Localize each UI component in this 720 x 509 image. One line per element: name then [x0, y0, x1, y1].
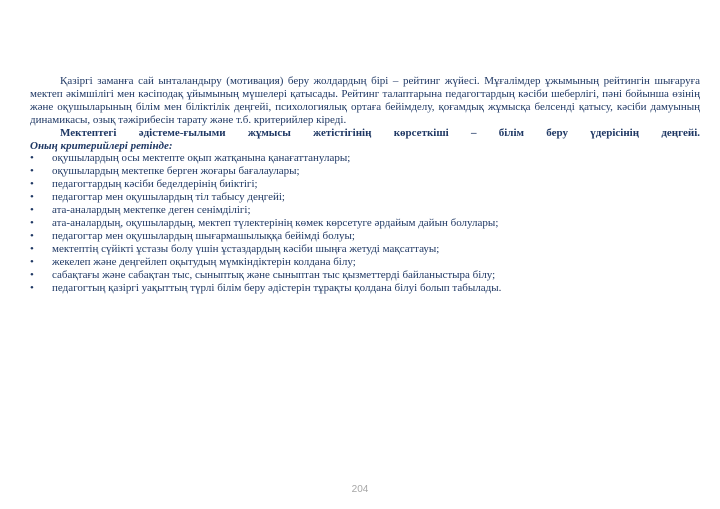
list-item: [30, 230, 700, 243]
intro-paragraph: Қазіргі заманға сай ынталандыру (мотивация) беру жолдардың бірі – рейтинг жүйесі. Мұғалімдер ұжымының рейтингін шығаруға мектеп әкімшілігі мен кәсіподақ ұйымының мүшелері қатысады. Рейтинг талаптарына педагогтардың кәсіби шеберлігі, пәні бойынша өзінің және оқушыларының білім мен біліктілік деңгейі, психологиялық ортаға бейімделу, қоғамдық жұмысқа белсенді қатысу, кәсіби дамуының динамикасы, озық тәжірибесін тарату және т.б. критерийлер кіреді.: [30, 75, 700, 126]
bullet: •: [30, 191, 34, 204]
bullet: •: [30, 242, 34, 255]
bullet: •: [30, 255, 34, 268]
bullet: •: [30, 204, 34, 217]
document-page: [30, 75, 700, 294]
list-item-text: оқушылардың мектепке берген жоғары бағалаулары;: [52, 165, 300, 178]
bullet: •: [30, 268, 34, 281]
list-item: [30, 152, 700, 165]
list-item-text: педагогтардың кәсіби беделдерінің биіктігі;: [52, 178, 258, 191]
list-item-text: сабақтағы және сабақтан тыс, сыныптық және сыныптан тыс қызметтерді байланыстыра білу;: [52, 268, 496, 281]
list-item-text: педагогтар мен оқушылардың шығармашылыққа бейімді болуы;: [52, 229, 355, 242]
bullet: •: [30, 165, 34, 178]
list-item-text: педагогтар мен оқушылардың тіл табысу деңгейі;: [52, 191, 285, 204]
criteria-list: [30, 152, 700, 294]
list-item-text: оқушылардың осы мектепте оқып жатқанына қанағаттанулары;: [52, 152, 351, 165]
list-item: [30, 269, 700, 282]
page-number: 204: [351, 484, 369, 495]
list-item: [30, 165, 700, 178]
list-item-text: мектептің сүйікті ұстазы болу үшін ұстаздардың кәсіби шыңға жетуді мақсаттауы;: [52, 242, 440, 255]
list-item: [30, 178, 700, 191]
list-item: [30, 191, 700, 204]
criteria-heading: Оның критерийлері ретінде:: [30, 139, 173, 152]
bullet: •: [30, 178, 34, 191]
list-item-text: ата-аналардың мектепке деген сенімділігі;: [52, 204, 251, 217]
list-item: [30, 282, 700, 295]
bullet: •: [30, 216, 34, 229]
list-item: [30, 243, 700, 256]
list-item: [30, 204, 700, 217]
section-heading: Мектептегі әдістеме-ғылыми жұмысы жетістігінің көрсеткіші – білім беру үдерісінің деңгейі.: [60, 126, 700, 139]
bullet: •: [30, 229, 34, 242]
list-item: [30, 256, 700, 269]
bullet: •: [30, 152, 34, 165]
list-item-text: педагогтың қазіргі уақыттың түрлі білім беру әдістерін тұрақты қолдана білуі болып табылады.: [52, 281, 502, 294]
list-item-text: ата-аналардың, оқушылардың, мектеп түлектерінің көмек көрсетуге әрдайым дайын болулары;: [52, 216, 499, 229]
list-item-text: жекелеп және деңгейлеп оқытудың мүмкіндіктерін колдана білу;: [52, 255, 356, 268]
list-item: [30, 217, 700, 230]
bullet: •: [30, 281, 34, 294]
